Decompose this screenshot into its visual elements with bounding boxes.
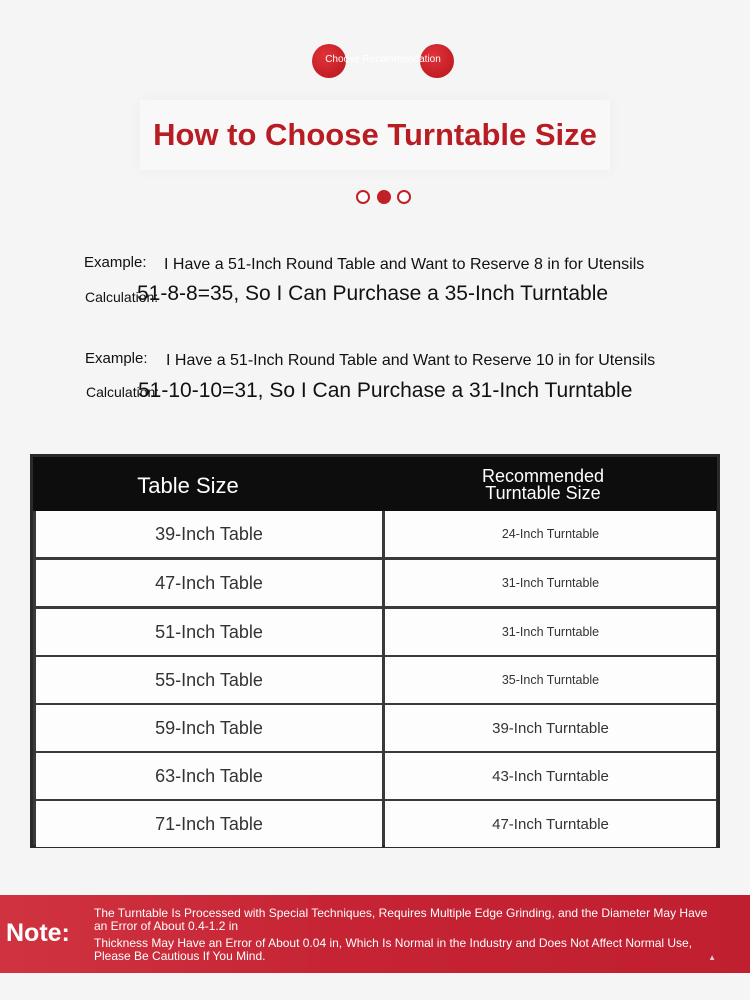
- table-row: [33, 801, 717, 847]
- indicator-dot-1[interactable]: [356, 190, 370, 204]
- table-row: [33, 560, 717, 606]
- table-size-cell: 59-Inch Table: [36, 705, 382, 751]
- table-size-cell: 51-Inch Table: [36, 609, 382, 655]
- calculation-2-label: Calculation:: [86, 384, 160, 400]
- header-recommended-line2: Turntable Size: [485, 483, 601, 503]
- header-recommended-line1: Recommended: [481, 466, 605, 486]
- turntable-size-cell: 43-Inch Turntable: [385, 753, 716, 799]
- size-table: [30, 454, 720, 848]
- indicator-dot-3[interactable]: [397, 190, 411, 204]
- header-table-size: Table Size: [137, 473, 239, 498]
- note-line-2: Thickness May Have an Error of About 0.04 in, Which Is Normal in the Industry and Does Not Affect Normal Use, Please Be Cautious If You Mind.: [94, 936, 693, 963]
- turntable-size-cell: 39-Inch Turntable: [385, 705, 716, 751]
- table-header: [33, 457, 717, 511]
- table-row: [33, 657, 717, 703]
- table-size-cell: 47-Inch Table: [36, 560, 382, 606]
- carousel-indicator: [356, 190, 412, 205]
- turntable-size-cell: 24-Inch Turntable: [385, 511, 716, 557]
- recommendation-badge: [312, 44, 454, 78]
- indicator-dot-2-active[interactable]: [377, 190, 391, 204]
- caret-up-icon: ▲: [708, 953, 716, 962]
- table-row: [33, 511, 717, 557]
- turntable-size-cell: 35-Inch Turntable: [385, 657, 716, 703]
- turntable-size-cell: 31-Inch Turntable: [385, 560, 716, 606]
- calculation-2-text: 51-10-10=31, So I Can Purchase a 31-Inch Turntable: [138, 379, 633, 402]
- table-size-cell: 39-Inch Table: [36, 511, 382, 557]
- example-1-text: I Have a 51-Inch Round Table and Want to Reserve 8 in for Utensils: [164, 256, 645, 273]
- table-row: [33, 705, 717, 751]
- turntable-size-cell: 47-Inch Turntable: [385, 801, 716, 847]
- calculation-1-label: Calculation:: [85, 289, 159, 305]
- table-row: [33, 609, 717, 655]
- note-label: Note:: [6, 919, 70, 947]
- table-size-cell: 71-Inch Table: [36, 801, 382, 847]
- header-recommended-turntable-size: [423, 468, 663, 502]
- note-line-1: The Turntable Is Processed with Special Techniques, Requires Multiple Edge Grinding, and the Diameter May Have an Error of About 0.4-1.2 in: [94, 906, 708, 933]
- table-size-cell: 63-Inch Table: [36, 753, 382, 799]
- table-size-cell: 55-Inch Table: [36, 657, 382, 703]
- example-2-label: Example:: [85, 350, 148, 367]
- page-title: How to Choose Turntable Size: [140, 100, 610, 170]
- calculation-1-text: 51-8-8=35, So I Can Purchase a 35-Inch Turntable: [137, 282, 609, 305]
- badge-text: Choose Recommendation: [325, 54, 441, 65]
- turntable-size-cell: 31-Inch Turntable: [385, 609, 716, 655]
- example-2-text: I Have a 51-Inch Round Table and Want to Reserve 10 in for Utensils: [166, 352, 656, 369]
- note-banner: [0, 895, 750, 973]
- table-row: [33, 753, 717, 799]
- example-1-label: Example:: [84, 254, 147, 271]
